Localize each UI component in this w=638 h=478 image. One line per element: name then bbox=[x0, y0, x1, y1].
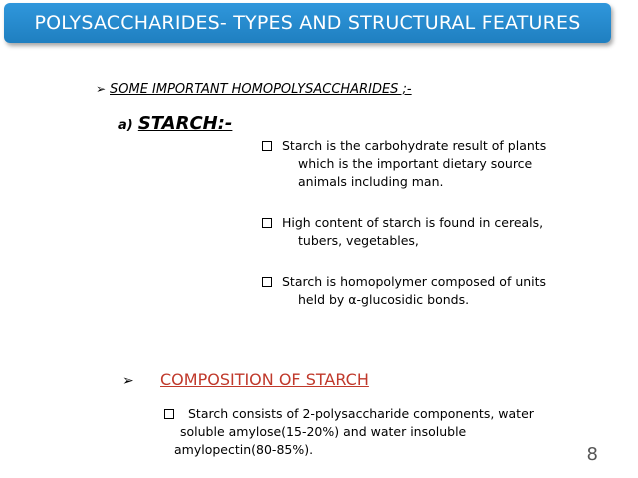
bullet-line: soluble amylose(15-20%) and water insoluble bbox=[180, 424, 467, 439]
page-number: 8 bbox=[586, 444, 598, 465]
bullet-line: Starch consists of 2-polysaccharide components, water bbox=[188, 406, 534, 421]
slide-title: POLYSACCHARIDES- TYPES AND STRUCTURAL FEATURES bbox=[34, 12, 581, 34]
title-bar bbox=[4, 3, 611, 43]
subheading bbox=[96, 82, 412, 97]
bullet-item bbox=[262, 273, 546, 309]
checkbox-bullet-icon bbox=[164, 409, 174, 419]
section-letter: a) bbox=[118, 118, 133, 133]
composition-bullet bbox=[164, 405, 534, 459]
arrow-bullet-icon: ➢ bbox=[122, 373, 134, 389]
subheading-text: SOME IMPORTANT HOMOPOLYSACCHARIDES ;- bbox=[110, 82, 412, 97]
section-starch bbox=[118, 113, 232, 134]
bullet-line: High content of starch is found in cereals, bbox=[282, 215, 544, 230]
checkbox-bullet-icon bbox=[262, 277, 272, 287]
bullet-line: which is the important dietary source bbox=[298, 156, 533, 171]
bullet-line: held by α-glucosidic bonds. bbox=[298, 292, 470, 307]
bullet-line: Starch is homopolymer composed of units bbox=[282, 274, 547, 289]
bullet-line: animals including man. bbox=[298, 174, 444, 189]
section-name: STARCH:- bbox=[137, 113, 233, 134]
composition-heading bbox=[122, 370, 369, 389]
bullet-item bbox=[262, 214, 543, 250]
composition-heading-text: COMPOSITION OF STARCH bbox=[160, 370, 369, 389]
bullet-item bbox=[262, 137, 546, 191]
arrow-bullet-icon: ➢ bbox=[96, 82, 107, 96]
bullet-line: Starch is the carbohydrate result of plants bbox=[282, 138, 547, 153]
checkbox-bullet-icon bbox=[262, 218, 272, 228]
bullet-line: tubers, vegetables, bbox=[298, 233, 419, 248]
bullet-line: amylopectin(80-85%). bbox=[174, 442, 314, 457]
checkbox-bullet-icon bbox=[262, 141, 272, 151]
